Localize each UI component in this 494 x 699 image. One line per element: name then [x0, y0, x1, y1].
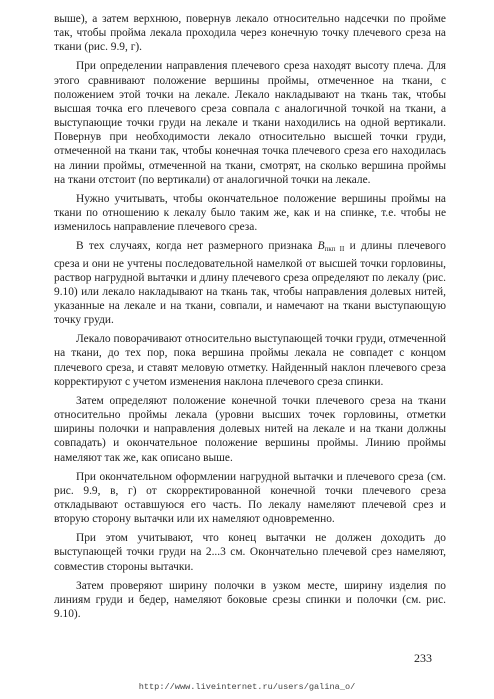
body-text — [54, 12, 446, 626]
size-sign-symbol: В — [317, 240, 325, 253]
paragraph-text-after: и длины плечевого среза и они не учтены последовательной намелкой от высшей точки горловины, раствор нагрудной вытачки и длину плечевого среза определяют по лекалу (рис. 9.10) или лекало накладывают на ткань так, чтобы направления долевых нитей, указанные на лекале и на ткани, совпали, и намечают на ткани выступающую точку груди. — [54, 240, 446, 327]
paragraph-note: Нужно учитывать, чтобы окончательное положение вершины проймы на ткани по отношению к лекалу было таким же, как и на спинке, т.е. чтобы не изменилось направление плечевого среза. — [54, 192, 446, 234]
paragraph-width-check: Затем проверяют ширину полочки в узком месте, ширину изделия по линиям груди и бедер, намеляют боковые срезы спинки и полочки (см. рис. 9.10). — [54, 579, 446, 621]
size-sign-subscript: пкп II — [324, 245, 345, 254]
paragraph-text-before: В тех случаях, когда нет размерного признака — [76, 240, 318, 253]
paragraph-size-sign — [54, 239, 446, 327]
paragraph-continued: выше), а затем верхнюю, повернув лекало относительно надсечки по пройме так, чтобы пройма лекала проходила через конечную точку плечевого среза на ткани (рис. 9.9, г). — [54, 13, 446, 54]
page-number: 233 — [414, 651, 432, 665]
paragraph-shoulder-direction: При определении направления плечевого среза находят высоту плеча. Для этого сравнивают положение вершины проймы, отмеченное на ткани, с положением этой точки на лекале. Лекало накладывают на ткань так, чтобы высшая точка его плечевого среза совпала с аналогичной точкой на ткани, а выступающие точки груди на лекале и ткани находились на одной вертикали. Повернув при необходимости лекало относительно высшей точки груди, отмеченной на ткани так, чтобы конечная точка плечевого среза его находилась на линии проймы, отмеченной на ткани, смотрят, на сколько вершина проймы на ткани отстоит (по вертикали) от аналогичной точки на лекале. — [54, 60, 446, 186]
paragraph-armhole: Затем определяют положение конечной точки плечевого среза на ткани относительно проймы лекала (уровни высших точек горловины, отметки ширины полочки и направления долевых нитей на лекале и на ткани должны совпадать) и окончательное положение вершины проймы. Линию проймы намеляют так же, как описано выше. — [54, 394, 446, 464]
paragraph-dart: При окончательном оформлении нагрудной вытачки и плечевого среза (см. рис. 9.9, в, г) от скорректированной конечной точки плечевого среза откладывают оставшуюся его часть. По лекалу намеляют плечевой срез и вторую сторону вытачки или их намеляют одновременно. — [54, 470, 446, 526]
watermark-url: http://www.liveinternet.ru/users/galina_o/ — [138, 682, 356, 692]
paragraph-dart-end: При этом учитывают, что конец вытачки не должен доходить до выступающей точки груди на 2...3 см. Окончательно плечевой срез намеляют, совместив стороны вытачки. — [54, 532, 446, 573]
paragraph-rotate-pattern: Лекало поворачивают относительно выступающей точки груди, отмеченной на ткани, до тех пор, пока вершина проймы лекала не совпадет с концом плечевого среза, и ставят меловую отметку. Найденный наклон плечевого среза корректируют с учетом изменения наклона плечевого среза спинки. — [54, 333, 446, 388]
